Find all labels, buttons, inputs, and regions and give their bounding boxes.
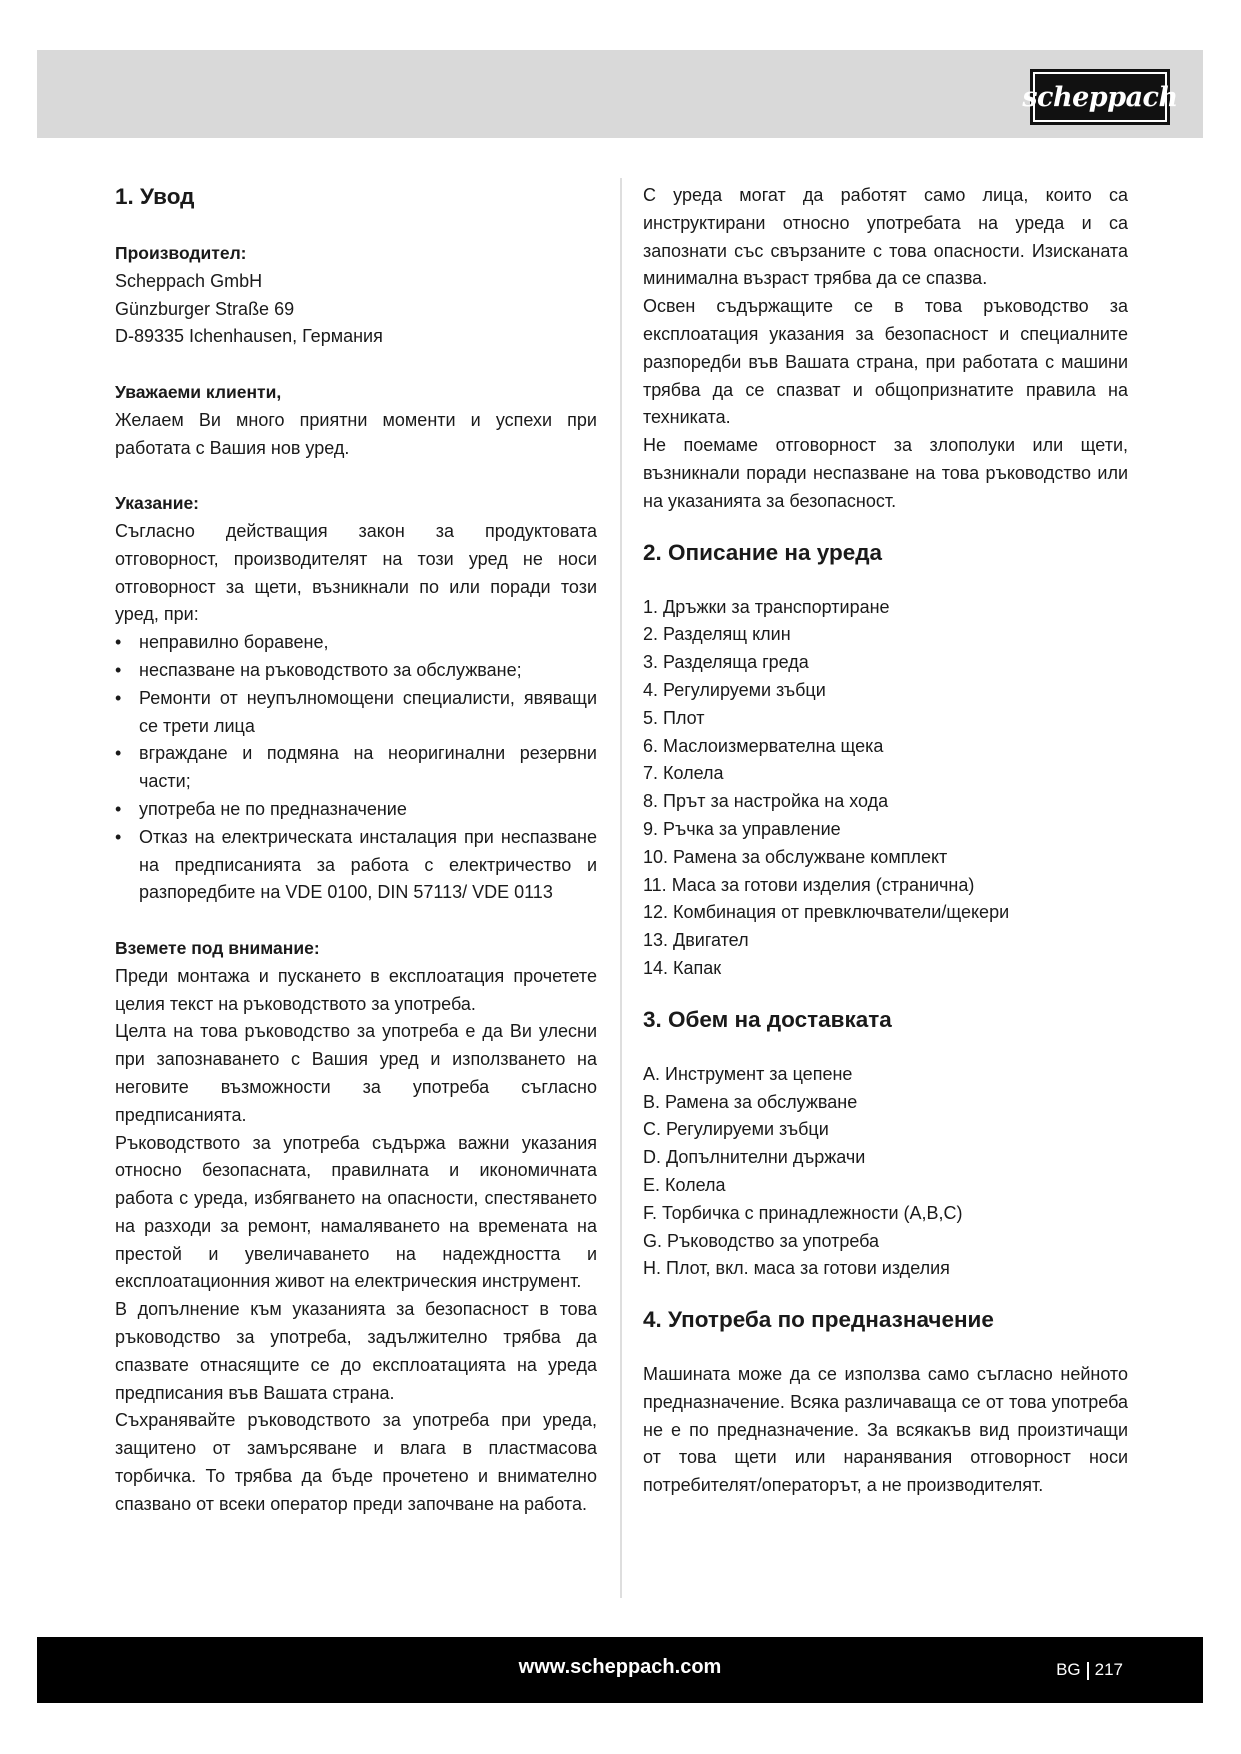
attention-label: Вземете под внимание: — [115, 937, 320, 958]
list-item: A. Инструмент за цепене — [643, 1063, 853, 1084]
list-item: 1. Дръжки за транспортиране — [643, 596, 890, 617]
list-item: 6. Маслоизмервателна щека — [643, 735, 884, 756]
list-item: 5. Плот — [643, 707, 705, 728]
list-item: 12. Комбинация от превключватели/щекери — [643, 902, 1010, 923]
list-item: 4. Регулируеми зъбци — [643, 679, 826, 700]
note-text: Съгласно действащия закон за продуктовата отговорност, производителят на този уред не носи отговорност за щети, възникнали по или поради този уред, при: — [115, 520, 597, 625]
list-item: C. Регулируеми зъбци — [643, 1119, 829, 1140]
page-number-value: 217 — [1094, 1660, 1123, 1679]
intro-paragraph: Освен съдържащите се в това ръководство за експлоатация указания за безопасност и специалните разпоредби във Вашата страна, при работата с машини трябва да се спазват и общопризнатите правила на техниката. — [643, 296, 1128, 428]
section-4-title: 4. Употреба по предназначение — [643, 1307, 994, 1333]
dear-customers-text: Желаем Ви много приятни моменти и успехи при работата с Вашия нов уред. — [115, 409, 597, 458]
list-item: • неправилно боравене, — [115, 629, 597, 657]
left-column — [115, 182, 597, 1519]
dear-customers-label: Уважаеми клиенти, — [115, 381, 282, 402]
list-item: 2. Разделящ клин — [643, 624, 791, 645]
list-item: E. Колела — [643, 1174, 726, 1195]
section-3-title: 3. Обем на доставката — [643, 1006, 892, 1032]
column-divider — [620, 178, 622, 1598]
attention-paragraph: Ръководството за употреба съдържа важни указания относно безопасната, правилната и икономичната работа с уреда, избягването на опасности, спестяването на разходи за ремонт, намаляването на времената на престой и увеличаването на надеждността и експлоатационния живот на електрическия инструмент. — [115, 1132, 597, 1292]
list-item: 7. Колела — [643, 763, 724, 784]
list-item: H. Плот, вкл. маса за готови изделия — [643, 1258, 950, 1279]
list-item: F. Торбичка с принадлежности (A,B,C) — [643, 1202, 963, 1223]
manufacturer-label: Производител: — [115, 243, 247, 263]
intended-use-text: Машината може да се използва само съгласно нейното предназначение. Всяка различаваща се от това употреба не е по предназначение. За всякакъв вид произтичащи от това щети или наранявания отговорност носи потребителят/операторът, а не производителят. — [643, 1364, 1128, 1496]
list-item: 14. Капак — [643, 957, 722, 978]
delivery-scope-list — [643, 1061, 1128, 1283]
manufacturer-line: D-89335 Ichenhausen, Германия — [115, 326, 383, 347]
footer-separator — [1087, 1662, 1089, 1680]
attention-paragraph: Преди монтажа и пускането в експлоатация прочетете целия текст на ръководството за употреба. — [115, 965, 597, 1014]
list-item: 8. Прът за настройка на хода — [643, 791, 889, 812]
section-1-title: 1. Увод — [115, 184, 195, 209]
list-item: D. Допълнителни държачи — [643, 1147, 866, 1168]
list-item: G. Ръководство за употреба — [643, 1230, 880, 1251]
list-item: • Ремонти от неупълномощени специалисти, явяващи се трети лица — [115, 685, 597, 741]
footer-band — [37, 1637, 1203, 1703]
list-item: 3. Разделяща греда — [643, 652, 809, 673]
intro-paragraph: Не поемаме отговорност за злополуки или щети, възникнали поради неспазване на това ръководство или на указанията за безопасност. — [643, 435, 1128, 511]
attention-paragraph: В допълнение към указанията за безопасност в това ръководство за употреба, задължително трябва да спазвате отнасящите се до експлоатацията на уреда предписания във Вашата страна. — [115, 1299, 597, 1403]
page-number — [1056, 1637, 1123, 1703]
list-item: • употреба не по предназначение — [115, 796, 597, 824]
note-list — [115, 629, 597, 907]
section-2-title: 2. Описание на уреда — [643, 539, 883, 565]
footer-url: www.scheppach.com — [518, 1656, 722, 1678]
right-column — [643, 182, 1128, 1500]
list-item: 11. Маса за готови изделия (странична) — [643, 874, 975, 895]
scheppach-logo: scheppach — [1030, 69, 1170, 125]
attention-paragraph: Съхранявайте ръководството за употреба при уреда, защитено от замърсяване и влага в пластмасова торбичка. То трябва да бъде прочетено и внимателно спазвано от всеки оператор преди започване на работа. — [115, 1410, 597, 1514]
intro-paragraph: С уреда могат да работят само лица, които са инструктирани относно употребата на уреда и са запознати със свързаните с това опасности. Изисканата минимална възраст трябва да се спазва. — [643, 185, 1128, 289]
list-item: 13. Двигател — [643, 930, 749, 951]
device-parts-list — [643, 594, 1128, 983]
manufacturer-line: Günzburger Straße 69 — [115, 298, 295, 319]
list-item: 10. Рамена за обслужване комплект — [643, 846, 948, 867]
list-item: • неспазване на ръководството за обслужване; — [115, 657, 597, 685]
list-item: B. Рамена за обслужване — [643, 1091, 858, 1112]
list-item: • вграждане и подмяна на неоригинални резервни части; — [115, 740, 597, 796]
list-item: • Отказ на електрическата инсталация при неспазване на предписанията за работа с електричество и разпоредбите на VDE 0100, DIN 57113/ VDE 0113 — [115, 824, 597, 907]
note-label: Указание: — [115, 493, 200, 514]
attention-paragraph: Целта на това ръководство за употреба е да Ви улесни при запознаването с Вашия уред и използването на неговите възможности за употреба съгласно предписанията. — [115, 1021, 597, 1125]
language-code: BG — [1056, 1660, 1081, 1679]
list-item: 9. Ръчка за управление — [643, 818, 841, 839]
manufacturer-line: Scheppach GmbH — [115, 270, 263, 291]
